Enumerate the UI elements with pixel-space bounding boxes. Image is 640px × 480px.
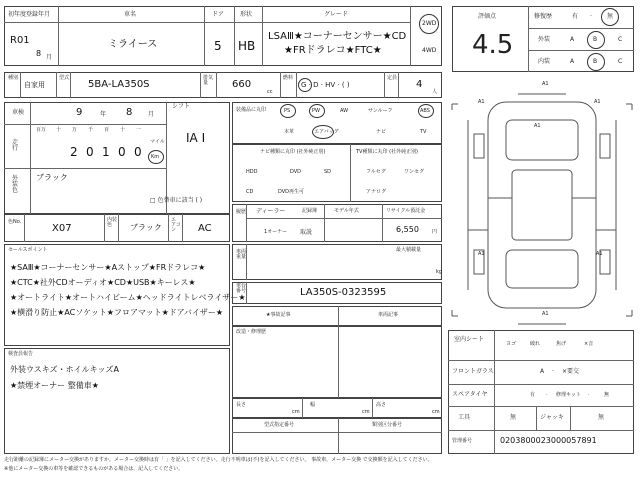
history-label: 履歴 (236, 209, 247, 215)
glass-opt: ×要交 (562, 368, 580, 375)
navi-item: SD (324, 169, 332, 175)
displacement: 660 (232, 79, 252, 90)
place-label-5: 十 (120, 127, 126, 133)
color-no: X07 (52, 223, 72, 234)
model-name: ミライース (108, 39, 158, 50)
drive-4wd: 4WD (422, 47, 437, 54)
int-color-label: 内装色 (107, 217, 118, 228)
damage-mark: A1 (534, 123, 541, 129)
kg-unit: kg (436, 269, 443, 275)
int-opt: C (618, 58, 623, 65)
tv-item: アナログ (366, 189, 387, 195)
seat-opt: ヨゴ (506, 341, 517, 347)
exterior-label: 外装 (538, 36, 551, 43)
weight-label: 車両重量 (236, 249, 247, 260)
type-value: 自家用 (24, 81, 45, 89)
sales-point-line: ★横滑り防止★ACソケット★フロアマット★ドアバイザー★ (10, 308, 224, 317)
capacity-value: 4 (416, 79, 423, 90)
dealer-label: ディーラー (256, 208, 286, 215)
model-year-label: モデル年式 (334, 208, 359, 214)
shift-value: IA I (186, 131, 206, 145)
displacement-label: 排気量 (203, 75, 214, 86)
navi-item: HDD (246, 169, 258, 175)
equip-leather: 本革 (284, 129, 295, 135)
equip-airbag: エアバッグ (314, 129, 339, 135)
reg-year-label: 初年度登録年月 (8, 11, 51, 18)
door-label: ドア (212, 11, 224, 18)
seat-label: 室内シート (454, 336, 485, 343)
mileage-digit-4: 0 (134, 145, 142, 159)
owner-label: 1オーナー (264, 229, 288, 235)
model-label: 車名 (124, 11, 137, 18)
int-opt: B (593, 58, 598, 65)
spare-opt: 無 (604, 392, 610, 398)
color-value: ブラック (36, 173, 68, 182)
navi-item: CD (246, 189, 254, 195)
recycle-fee-label: リサイクル預託金 (386, 208, 426, 214)
damage-mark: A1 (542, 81, 549, 87)
recycle-fee: 6,550 (396, 225, 419, 234)
door-value: 5 (214, 39, 222, 53)
category-label: 類別区分番号 (372, 422, 403, 428)
spare-opt: 修理キット (556, 392, 581, 398)
mileage-unit-label: マイル (150, 139, 165, 145)
inspector-notes-box (4, 348, 230, 454)
glass-opt: · (552, 368, 554, 375)
month-unit: 月 (46, 54, 53, 61)
equip-sunroof: サンルーフ (368, 108, 393, 114)
width-label: 幅 (310, 402, 316, 408)
tool-value: 無 (510, 414, 517, 421)
color-note: □ 色替車に該当 ( ) (150, 197, 203, 204)
sales-point-line: ★CTC★社外CDオーディオ★CD★USB★キーレス★ (10, 278, 196, 287)
tv-label: TV種類に丸印 (社外純正別) (356, 149, 418, 155)
interior-label: 内装 (538, 58, 551, 65)
color-no-label: 色No. (8, 219, 22, 225)
tool-label: 工具 (458, 414, 471, 421)
damage-mark: A1 (478, 99, 485, 105)
inspector-note-line: ★禁煙オーナー 整備車★ (10, 381, 99, 390)
mileage-digit-0: 2 (70, 145, 78, 159)
int-color: ブラック (130, 223, 162, 232)
fuel-options: G · D · HV · ( ) (301, 81, 350, 89)
navi-item: DVD再生可 (278, 189, 305, 195)
cm-unit: cm (432, 409, 440, 415)
length-label: 長さ (236, 402, 247, 408)
score-value: 4.5 (472, 30, 514, 60)
inspection-month-unit: 月 (148, 111, 155, 118)
ac-value: AC (198, 223, 212, 234)
place-label-2: 万 (72, 127, 78, 133)
color-label: 外装色 (12, 175, 19, 194)
spare-label: スペアタイヤ (452, 391, 488, 398)
tv-item: ワンセグ (404, 169, 425, 175)
jack-label: ジャッキ (540, 414, 564, 421)
shift-label: シフト (172, 103, 191, 110)
place-label-0: 百万 (36, 127, 47, 133)
height-label: 高さ (376, 402, 387, 408)
ext-opt: C (618, 36, 623, 43)
modify-box (232, 306, 442, 326)
damage-mark: A1 (596, 251, 603, 257)
mileage-digit-2: 1 (102, 145, 110, 159)
chassis-label: 車台番号 (236, 283, 247, 294)
equip-navi: ナビ (376, 129, 387, 135)
spare-opt: · (546, 392, 548, 398)
tv-item: フルセグ (366, 169, 386, 175)
seat-opt: 破れ (530, 341, 541, 347)
sales-point-line: ★オートライト★オートハイビーム★ヘッドライトレベライザー★ (10, 293, 246, 302)
equipment-label: 装備品に丸印 (236, 107, 267, 113)
equip-aw: AW (340, 108, 349, 114)
sales-points-label: セールスポイント (8, 247, 48, 253)
navi-label: ナビ種類に丸印 (社外純正別) (260, 149, 326, 155)
person-unit: 人 (432, 89, 438, 95)
repair-history-label: 改造・修理歴 (236, 329, 267, 335)
grade-label: グレード (324, 11, 349, 18)
record-label: 記録簿 (302, 208, 318, 214)
spare-opt: 有 (530, 392, 536, 398)
fuel-label: 燃料 (283, 75, 294, 81)
max-load-label: 最大積載量 (396, 247, 422, 253)
damage-mark: A1 (478, 251, 485, 257)
mileage-digit-1: 0 (86, 145, 94, 159)
accident-label: ★事故記事 (266, 312, 291, 318)
inspection-label: 車検 (12, 109, 25, 116)
dimensions-box (232, 398, 442, 418)
mileage-digit-3: 0 (118, 145, 126, 159)
grade-line1: LSAⅢ★コーナーセンサー★CD (268, 31, 407, 42)
equip-pw: PW (312, 108, 320, 114)
cc-unit: cc (267, 89, 273, 95)
vehicle-note-label: 車両記事 (378, 312, 399, 318)
modify-detail-box (232, 326, 442, 398)
grade-line2: ★FRドラレコ★FTC★ (284, 45, 382, 56)
jack-value: 無 (598, 414, 605, 421)
type-label: 種別 (8, 75, 19, 81)
shape-value: HB (238, 39, 256, 53)
seat-opt: ×音 (584, 341, 594, 347)
manage-label: 管理番号 (452, 438, 473, 444)
footer-note: ※他にメーター交換の車等を確認できるものがある場合は、記入してください。 (4, 466, 184, 472)
yen-unit: 円 (432, 229, 438, 235)
car-diagram (448, 80, 636, 330)
inspector-note-line: 外装ウスキズ・ホイルキッズA (10, 365, 119, 374)
inspection-month: 8 (126, 107, 133, 118)
reg-year: R01 (10, 35, 30, 46)
spare-opt: · (588, 392, 590, 398)
capacity-label: 定員 (387, 75, 398, 81)
place-label-3: 千 (88, 127, 94, 133)
cm-unit: cm (362, 409, 370, 415)
inspector-notes-label: 検査員報告 (8, 351, 34, 357)
model-spec-label: 型式指定番号 (264, 422, 295, 428)
manual-label: 取説 (300, 229, 313, 236)
shape-label: 形状 (240, 11, 253, 18)
glass-label: フロントガラス (452, 368, 494, 375)
mileage-unit: Km (151, 154, 160, 160)
damage-mark: A1 (594, 99, 601, 105)
ac-label: エアコン (171, 217, 181, 233)
drive-2wd: 2WD (422, 20, 437, 27)
seat-opt: 焦げ (556, 341, 567, 347)
model-code-label: 型式 (59, 75, 70, 81)
equip-abs: ABS (420, 108, 430, 114)
navi-item: DVD (290, 169, 302, 175)
manage-number: 0203800023000057891 (500, 436, 597, 445)
model-code: 5BA-LA350S (88, 79, 150, 90)
sales-point-line: ★SAⅢ★コーナーセンサー★Aストップ★FRドラレコ★ (10, 263, 206, 272)
repair-opt: · (590, 13, 592, 20)
place-label-4: 百 (104, 127, 110, 133)
ext-opt: B (593, 36, 598, 43)
inspection-year: 9 (76, 107, 83, 118)
equip-ps: PS (284, 108, 291, 114)
repair-opt: 有 (572, 13, 579, 20)
place-label-1: 十 (56, 127, 62, 133)
footer-note: 走行距離の記録簿にメーター交換がありますか。メーター交換時は有「 」を記入してください。走行不明車は(不)を記入してください。 事故車、メーター交換 で交換額を記入してください。 (4, 457, 433, 463)
repair-label: 修復歴 (534, 13, 553, 20)
mileage-label: 走行 (12, 139, 19, 152)
cm-unit: cm (292, 409, 300, 415)
inspection-year-unit: 年 (100, 111, 107, 118)
score-label: 評価点 (478, 13, 497, 20)
reg-month: 8 (36, 49, 42, 58)
place-label-6: 一 (136, 127, 142, 133)
chassis-number: LA350S-0323595 (300, 287, 387, 298)
int-opt: A (570, 58, 575, 65)
glass-opt: A (540, 368, 545, 375)
damage-mark: A1 (542, 311, 549, 317)
ext-opt: A (570, 36, 575, 43)
repair-opt: 無 (607, 13, 614, 20)
equip-tv: TV (420, 129, 427, 135)
